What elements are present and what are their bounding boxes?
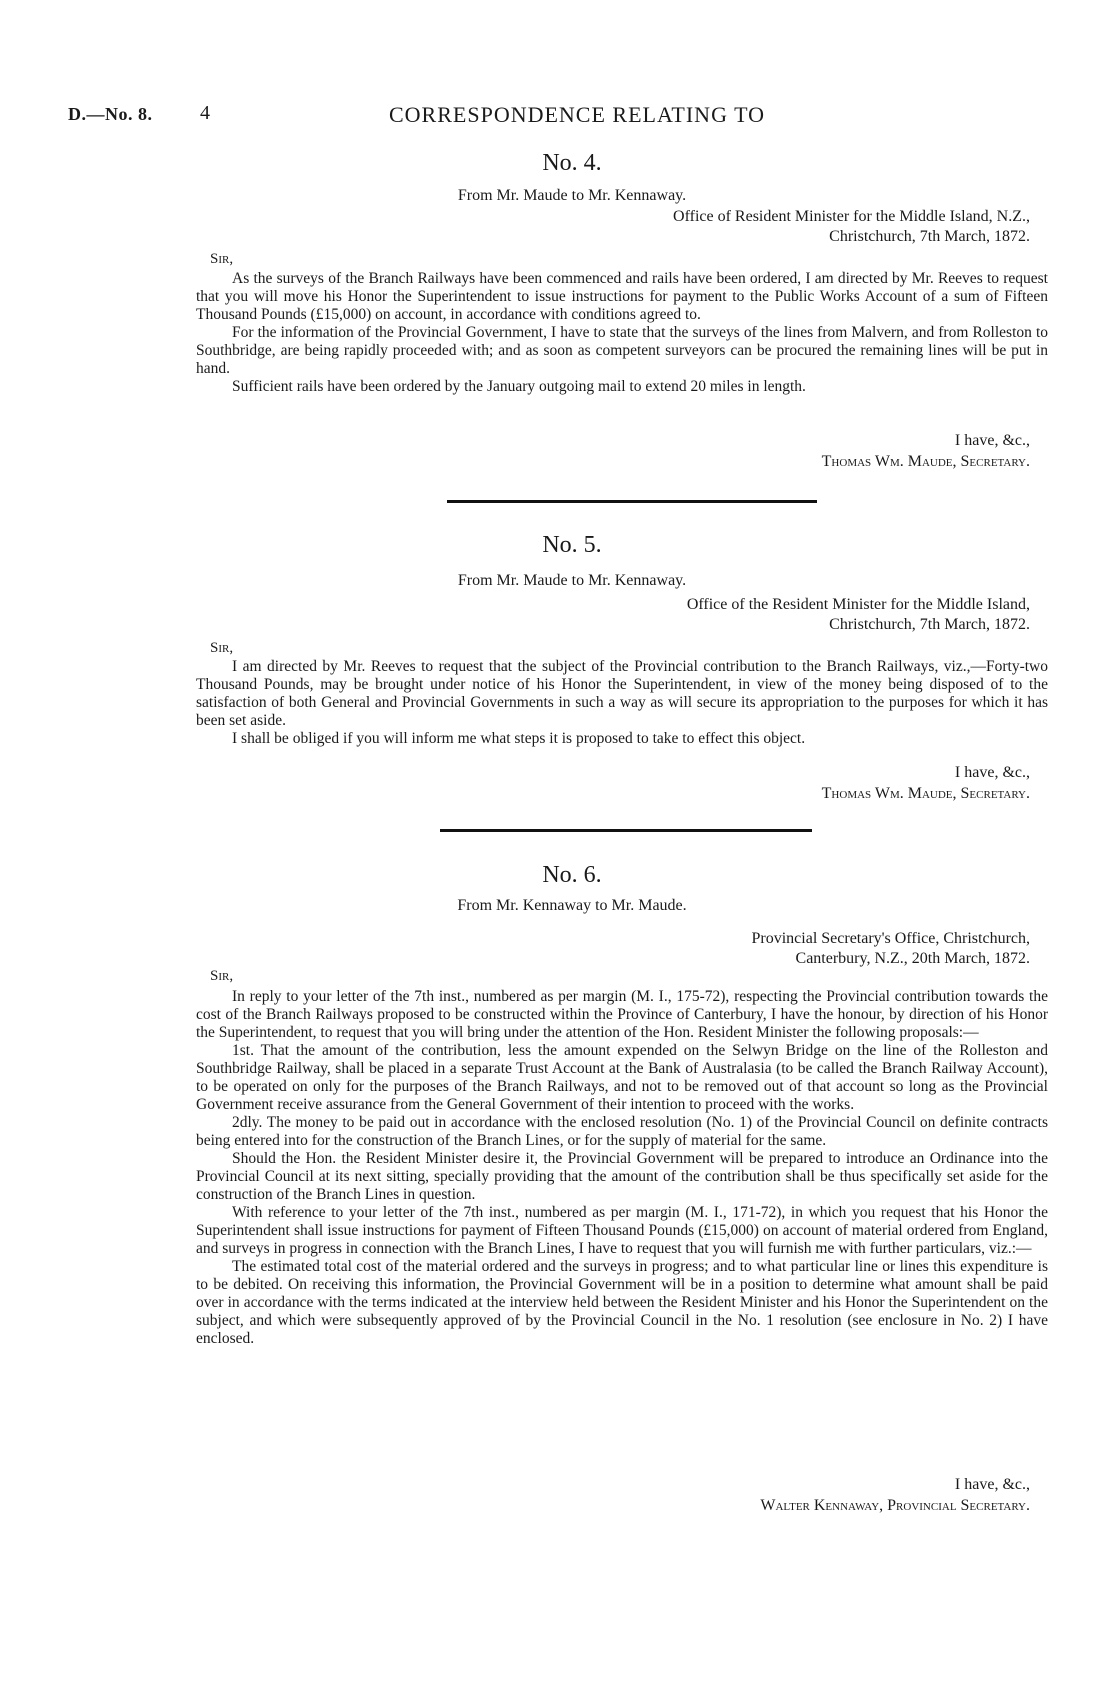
salutation: Sir, [210, 640, 234, 656]
page-number: 4 [200, 102, 210, 124]
letter-body [196, 270, 1048, 396]
letter-number: No. 5. [542, 532, 602, 558]
letter-from-line: From Mr. Maude to Mr. Kennaway. [457, 572, 687, 589]
paragraph: In reply to your letter of the 7th inst., numbered as per margin (M. I., 175-72), respecting the Provincial contribution towards the cost of the Branch Railways proposed to be constructed within the Province of Canterbury, I have the honour, by direction of his Honor the Superintendent, to request that you will bring under the attention of the Hon. Resident Minister the following proposals:— [196, 988, 1048, 1041]
letter-from-line: From Mr. Maude to Mr. Kennaway. [457, 187, 687, 204]
salutation: Sir, [210, 251, 234, 267]
letter-address [673, 207, 1030, 247]
paragraph: I shall be obliged if you will inform me what steps it is proposed to take to effect this object. [232, 730, 806, 747]
paragraph: I am directed by Mr. Reeves to request that the subject of the Provincial contribution to the Branch Railways, viz.,—Forty-two Thousand Pounds, may be brought under notice of his Honor the Superintendent, in view of the money being disposed of to the satisfaction of both General and Provincial Governments in such a way as will secure its appropriation to the purposes for which it has been set aside. [196, 658, 1048, 729]
address-line: Provincial Secretary's Office, Christchurch, [751, 930, 1030, 947]
address-line: Canterbury, N.Z., 20th March, 1872. [795, 950, 1030, 967]
section-divider [440, 829, 812, 832]
letter-address [752, 929, 1031, 969]
letter-body [196, 658, 1048, 748]
letter-signoff [822, 430, 1030, 472]
address-line: Christchurch, 7th March, 1872. [829, 228, 1030, 245]
letter-signoff [822, 762, 1030, 804]
paragraph: Sufficient rails have been ordered by the January outgoing mail to extend 20 miles in length. [232, 378, 806, 395]
address-line: Office of the Resident Minister for the Middle Island, [686, 596, 1030, 613]
letter-from-line: From Mr. Kennaway to Mr. Maude. [457, 897, 687, 914]
section-divider [447, 500, 817, 503]
letter-address [687, 595, 1030, 635]
letter-number: No. 4. [542, 150, 602, 176]
paragraph: The estimated total cost of the material ordered and the surveys in progress; and to what particular line or lines this expenditure is to be debited. On receiving this information, the Provincial Government will be in a position to determine what amount shall be paid over in accordance with the terms indicated at the interview held between the Resident Minister and his Honor the Superintendent on the subject, and which were subsequently approved of by the Provincial Council in the No. 1 resolution (see enclosure in No. 2) I have enclosed. [196, 1258, 1048, 1347]
signature: Thomas Wm. Maude, Secretary. [821, 785, 1030, 802]
paragraph: 2dly. The money to be paid out in accordance with the enclosed resolution (No. 1) of the Provincial Council on definite contracts being entered into for the construction of the Branch Lines, or for the supply of material for the same. [196, 1114, 1048, 1149]
paragraph: As the surveys of the Branch Railways have been commenced and rails have been ordered, I am directed by Mr. Reeves to request that you will move his Honor the Superintendent to issue instructions for payment to the Public Works Account of a sum of Fifteen Thousand Pounds (£15,000) on account, in accordance with conditions agreed to. [196, 270, 1048, 323]
closing: I have, &c., [954, 764, 1030, 781]
signature: Walter Kennaway, Provincial Secretary. [760, 1497, 1030, 1514]
document-reference: D.—No. 8. [68, 104, 153, 124]
address-line: Office of Resident Minister for the Middle Island, N.Z., [673, 208, 1030, 225]
letter-number: No. 6. [542, 862, 602, 888]
paragraph: 1st. That the amount of the contribution, less the amount expended on the Selwyn Bridge on the line of the Rolleston and Southbridge Railway, shall be placed in a separate Trust Account at the Bank of Australasia (to be called the Branch Railway Account), to be operated on only for the purposes of the Branch Railways, and not to be removed out of that account so long as the Provincial Government receive assurance from the General Government of their intention to proceed with the works. [196, 1042, 1048, 1113]
running-title: CORRESPONDENCE RELATING TO [389, 102, 765, 127]
closing: I have, &c., [954, 432, 1030, 449]
salutation: Sir, [210, 968, 234, 984]
closing: I have, &c., [954, 1476, 1030, 1493]
paragraph: For the information of the Provincial Government, I have to state that the surveys of the lines from Malvern, and from Rolleston to Southbridge, are being rapidly proceeded with; and as soon as competent surveyors can be procured the remaining lines will be put in hand. [196, 324, 1048, 377]
paragraph: With reference to your letter of the 7th inst., numbered as per margin (M. I., 171-72), in which you request that his Honor the Superintendent shall issue instructions for payment of Fifteen Thousand Pounds (£15,000) on account of material ordered from England, and surveys in progress in connection with the Branch Lines, I have to request that you will furnish me with further particulars, viz.:— [196, 1204, 1048, 1257]
paragraph: Should the Hon. the Resident Minister desire it, the Provincial Government will be prepared to introduce an Ordinance into the Provincial Council at its next sitting, specially providing that the amount of the contribution shall be thus specifically set aside for the construction of the Branch Lines in question. [196, 1150, 1048, 1203]
letter-body [196, 988, 1048, 1348]
letter-signoff [760, 1474, 1030, 1516]
address-line: Christchurch, 7th March, 1872. [829, 616, 1030, 633]
signature: Thomas Wm. Maude, Secretary. [821, 453, 1030, 470]
